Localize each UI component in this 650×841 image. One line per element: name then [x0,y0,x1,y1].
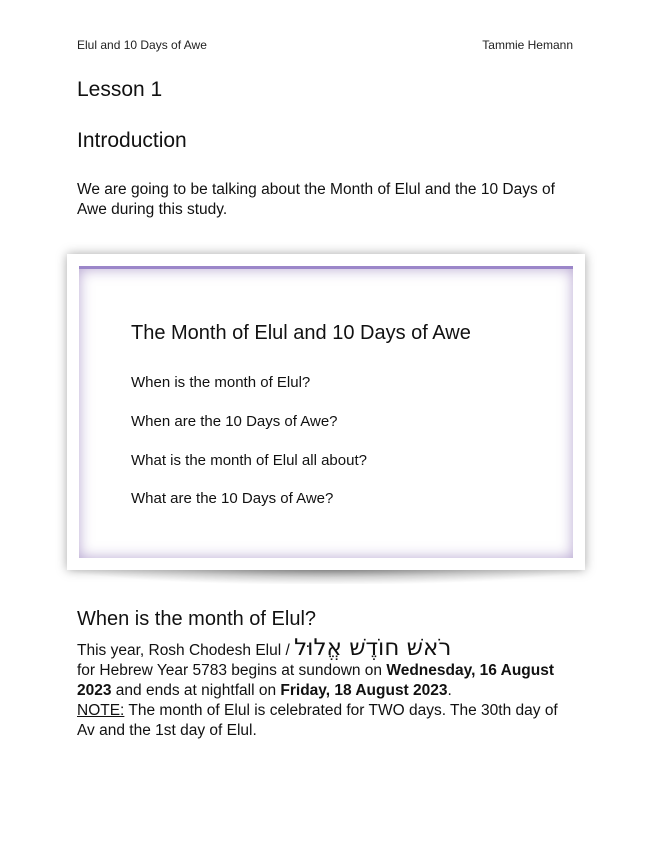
end-punctuation: . [447,682,452,699]
rosh-chodesh-label: This year, Rosh Chodesh Elul / [77,642,295,659]
study-outline-card [67,254,585,570]
card-question: What are the 10 Days of Awe? [131,490,334,507]
section-paragraph [77,635,577,741]
card-question: What is the month of Elul all about? [131,452,367,469]
end-date: Friday, 18 August 2023 [280,682,448,699]
header-title: Elul and 10 Days of Awe [77,38,207,52]
mid-text: and ends at nightfall on [111,682,281,699]
header-author: Tammie Hemann [482,38,573,52]
card-inner-frame [79,266,573,558]
intro-heading: Introduction [77,129,187,152]
start-date: Wednesday, 16 August 2023 [77,662,555,699]
section-heading: When is the month of Elul? [77,608,317,630]
intro-paragraph: We are going to be talking about the Month of Elul and the 10 Days of Awe during this study. [77,181,555,218]
year-text: for Hebrew Year 5783 begins at sundown on [77,662,387,679]
card-question: When is the month of Elul? [131,374,311,391]
card-title: The Month of Elul and 10 Days of Awe [131,322,471,344]
note-text: The month of Elul is celebrated for TWO days. The 30th day of Av and the 1st day of Elul. [77,702,558,739]
card-question: When are the 10 Days of Awe? [131,413,338,430]
hebrew-text: רֹאשׁ חוֹדֶשׁ אֱלוּל [294,635,452,661]
lesson-heading: Lesson 1 [77,78,163,101]
note-label: NOTE: [77,702,125,719]
